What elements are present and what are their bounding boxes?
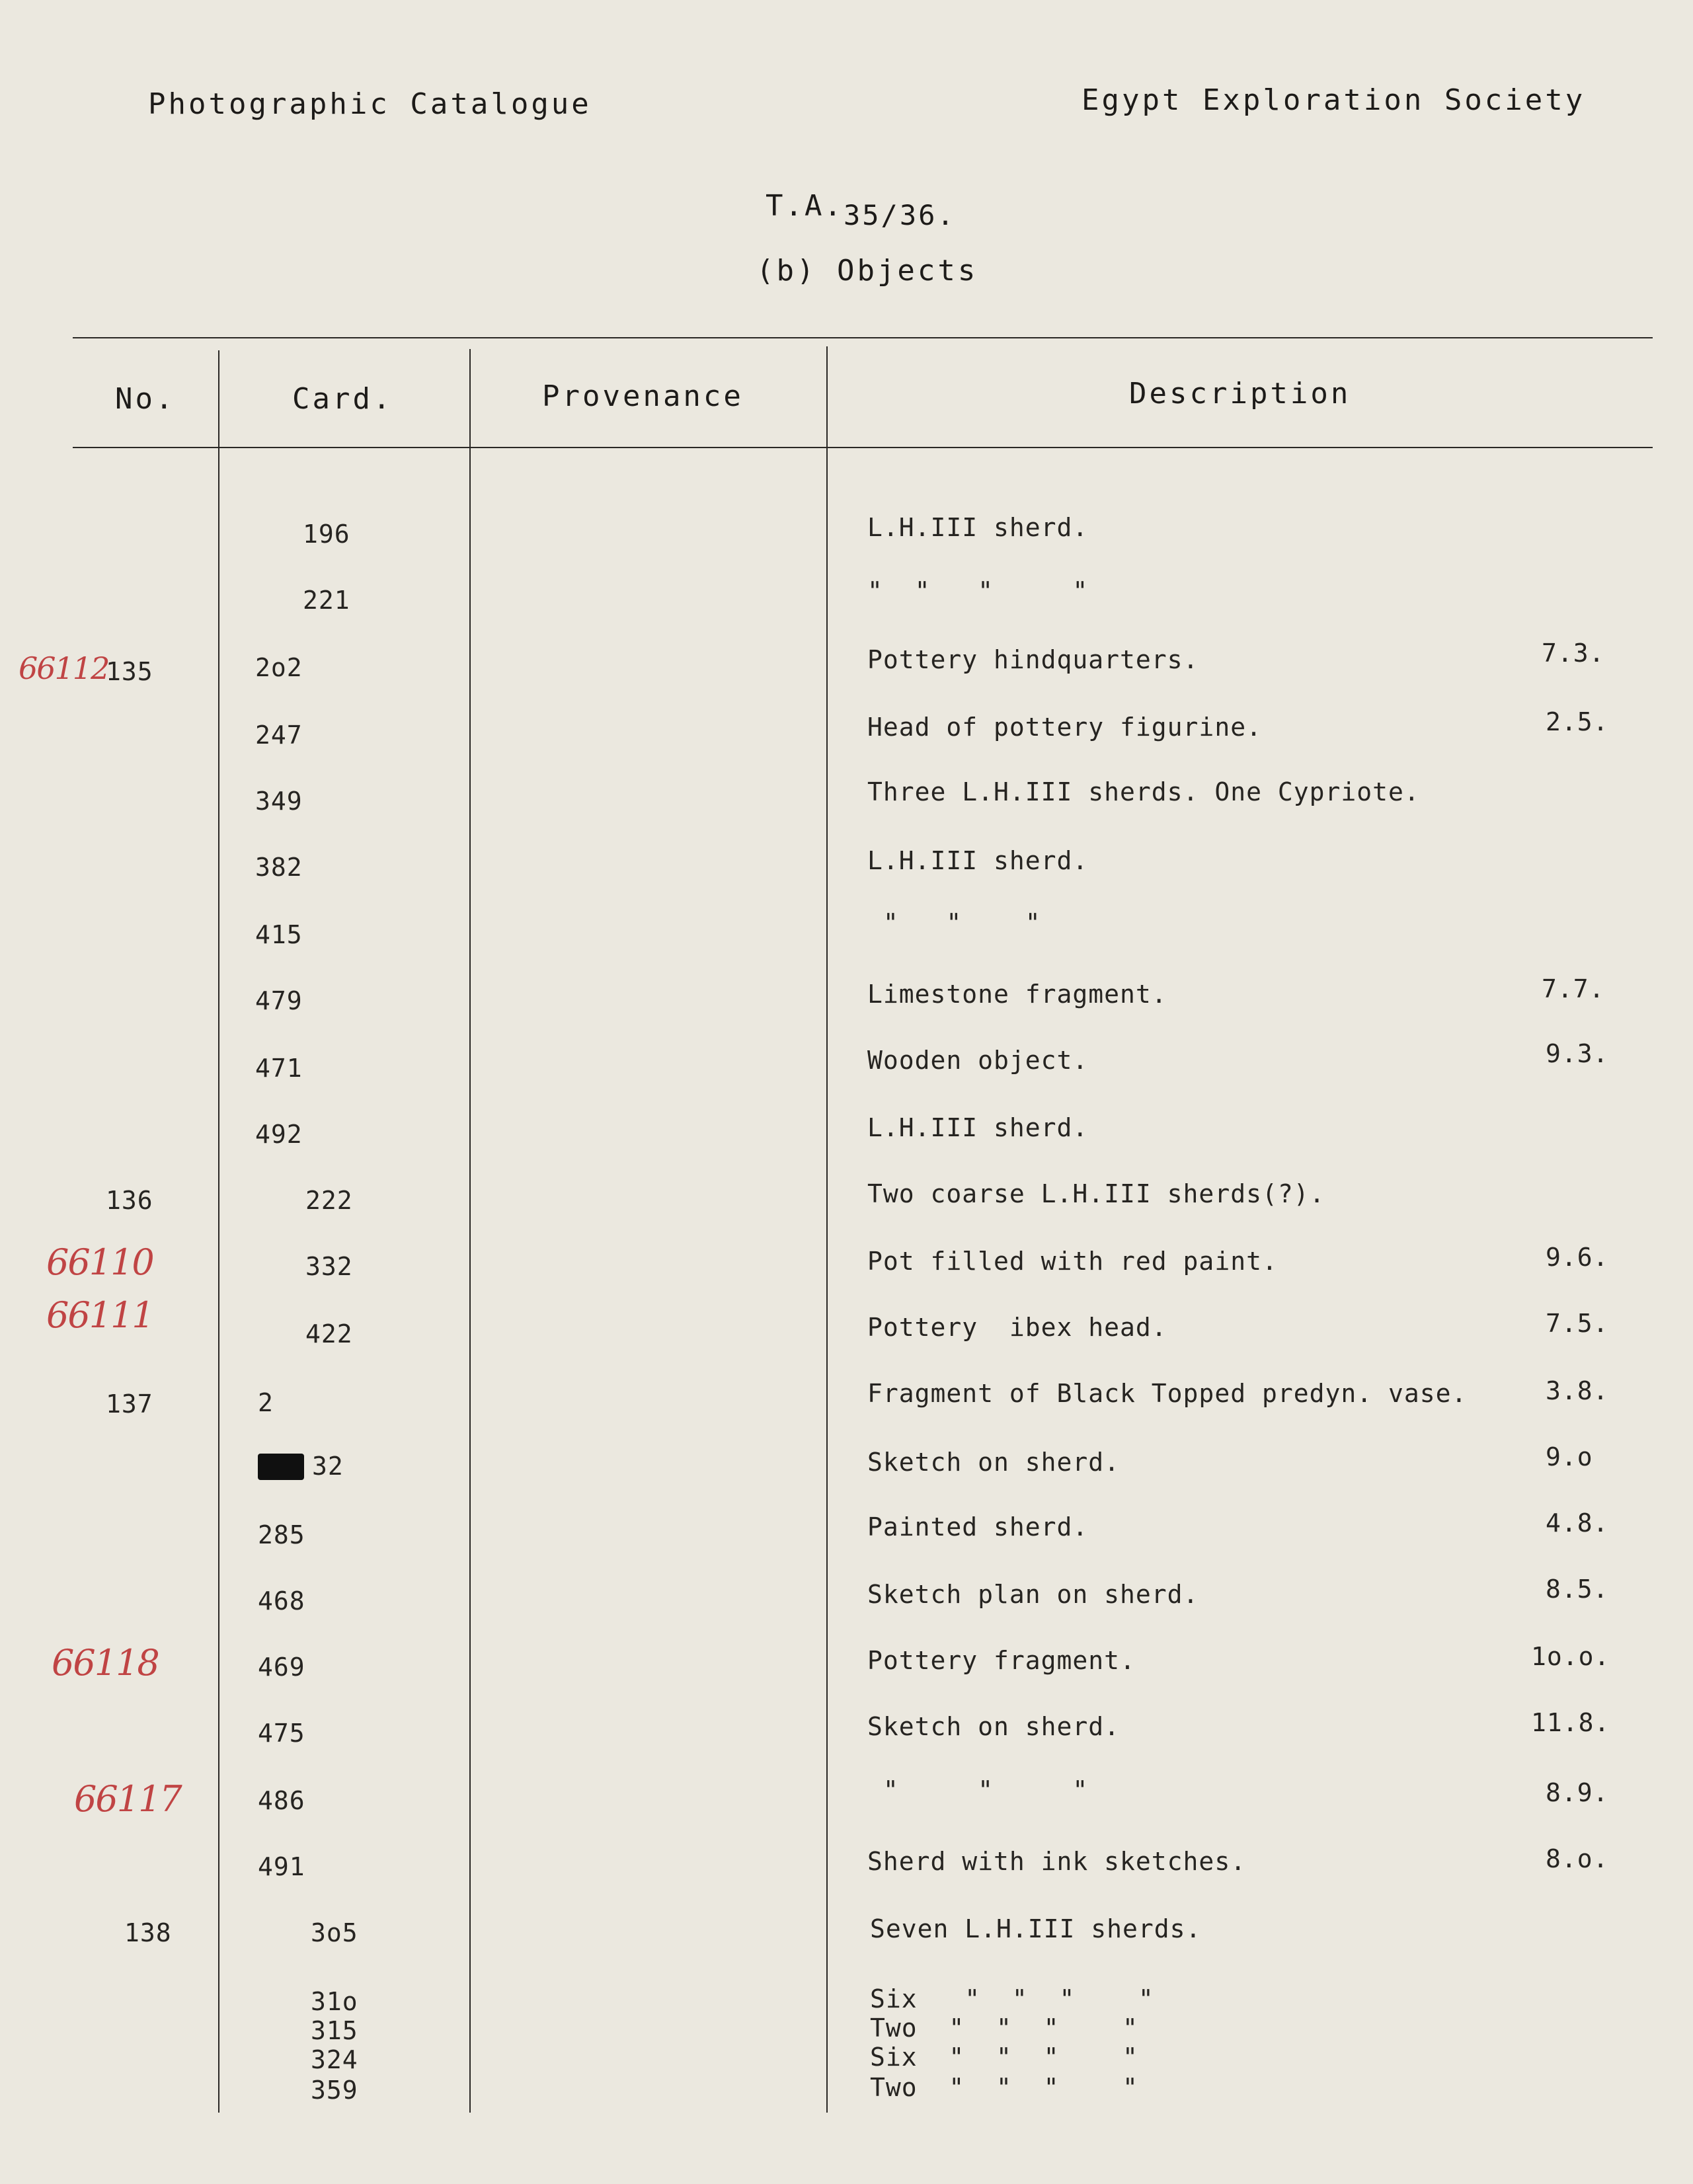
card-number: 221: [303, 586, 350, 615]
card-number: 222: [305, 1186, 353, 1215]
measurement: 11.8.: [1531, 1708, 1610, 1737]
column-divider-provenance: [826, 346, 828, 2113]
ink-blot: [258, 1454, 304, 1480]
description: Pottery fragment.: [867, 1646, 1136, 1675]
description: Two " " " ": [870, 2013, 1138, 2043]
card-number: 332: [305, 1252, 353, 1281]
card-number: 247: [255, 721, 303, 750]
card-number: 491: [258, 1852, 305, 1881]
card-number: 486: [258, 1786, 305, 1815]
description: Limestone fragment.: [867, 980, 1167, 1009]
object-number: 135: [106, 657, 153, 686]
object-number: 138: [124, 1918, 172, 1947]
description: Pottery ibex head.: [867, 1313, 1167, 1342]
card-number: 324: [311, 2045, 358, 2074]
measurement: 8.5.: [1546, 1575, 1609, 1604]
description: Sherd with ink sketches.: [867, 1847, 1247, 1876]
measurement: 4.8.: [1546, 1508, 1609, 1538]
column-header-card: Card.: [292, 382, 393, 416]
site-code: T.A.: [766, 189, 844, 223]
card-number: 359: [311, 2076, 358, 2105]
description: Fragment of Black Topped predyn. vase.: [867, 1379, 1468, 1408]
measurement: 7.5.: [1546, 1309, 1609, 1338]
card-number: 468: [258, 1586, 305, 1616]
card-number: 2: [258, 1388, 274, 1417]
description: Painted sherd.: [867, 1512, 1089, 1541]
column-divider-card: [469, 349, 471, 2113]
measurement: 9.o: [1546, 1442, 1593, 1471]
measurement: 9.3.: [1546, 1039, 1609, 1068]
description: L.H.III sherd.: [867, 846, 1089, 875]
description: Pot filled with red paint.: [867, 1247, 1278, 1276]
description: " " ": [867, 908, 1041, 937]
description: Seven L.H.III sherds.: [870, 1914, 1202, 1943]
measurement: 7.7.: [1542, 974, 1605, 1003]
description: Three L.H.III sherds. One Cypriote.: [867, 777, 1420, 806]
card-number: 315: [311, 2016, 358, 2045]
section-subtitle: (b) Objects: [756, 254, 978, 288]
registration-annotation: 66112: [19, 650, 109, 686]
society-name: Egypt Exploration Society: [1082, 83, 1586, 117]
measurement: 1o.o.: [1531, 1642, 1610, 1671]
description: Sketch on sherd.: [867, 1448, 1121, 1477]
card-number: 471: [255, 1054, 303, 1083]
card-number: 382: [255, 853, 303, 882]
card-number-value: 32: [312, 1452, 344, 1481]
description: Six " " " ": [870, 1984, 1154, 2013]
description: Two coarse L.H.III sherds(?).: [867, 1179, 1325, 1208]
card-number: 475: [258, 1719, 305, 1748]
card-number: [258, 1452, 344, 1481]
measurement: 2.5.: [1546, 707, 1609, 736]
description: " " ": [867, 1775, 1089, 1805]
season-code: 35/36.: [843, 199, 956, 231]
description: Head of pottery figurine.: [867, 713, 1262, 742]
description: Wooden object.: [867, 1046, 1089, 1075]
table-top-rule: [73, 337, 1653, 338]
description: L.H.III sherd.: [867, 513, 1089, 542]
card-number: 479: [255, 986, 303, 1015]
card-number: 415: [255, 920, 303, 949]
column-divider-no: [218, 350, 219, 2113]
measurement: 3.8.: [1546, 1376, 1609, 1405]
description: L.H.III sherd.: [867, 1113, 1089, 1142]
column-header-provenance: Provenance: [542, 379, 744, 413]
description: Sketch plan on sherd.: [867, 1580, 1199, 1609]
card-number: 422: [305, 1319, 353, 1348]
card-number: 349: [255, 787, 303, 816]
description: " " " ": [867, 576, 1089, 605]
registration-annotation: 66110: [46, 1241, 153, 1283]
measurement: 8.o.: [1546, 1844, 1609, 1873]
catalogue-title: Photographic Catalogue: [148, 87, 592, 121]
card-number: 2o2: [255, 653, 303, 682]
description: Sketch on sherd.: [867, 1712, 1121, 1741]
column-header-no: No.: [115, 382, 176, 416]
measurement: 8.9.: [1546, 1778, 1609, 1807]
registration-annotation: 66111: [46, 1294, 153, 1336]
registration-annotation: 66117: [74, 1778, 181, 1820]
description: Pottery hindquarters.: [867, 645, 1199, 674]
measurement: 9.6.: [1546, 1243, 1609, 1272]
object-number: 137: [106, 1389, 153, 1419]
card-number: 469: [258, 1653, 305, 1682]
registration-annotation: 66118: [52, 1642, 159, 1684]
card-number: 492: [255, 1120, 303, 1149]
column-header-description: Description: [1129, 377, 1351, 410]
description: Six " " " ": [870, 2043, 1138, 2072]
site-reference: [766, 189, 956, 231]
card-number: 285: [258, 1520, 305, 1549]
card-number: 196: [303, 520, 350, 549]
description: Two " " " ": [870, 2073, 1138, 2102]
card-number: 3o5: [311, 1918, 358, 1947]
measurement: 7.3.: [1542, 639, 1605, 668]
table-header-rule: [73, 447, 1653, 448]
card-number: 31o: [311, 1987, 358, 2016]
object-number: 136: [106, 1186, 153, 1215]
